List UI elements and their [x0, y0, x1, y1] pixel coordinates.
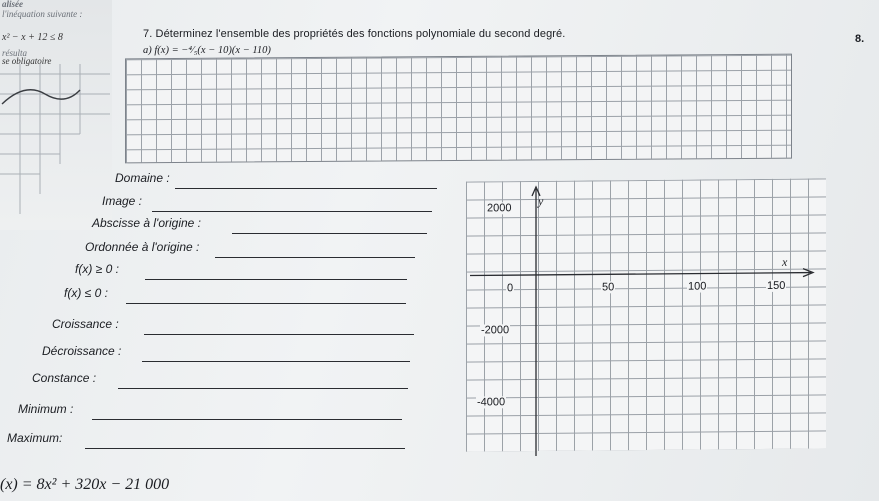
answer-line[interactable] [145, 279, 407, 280]
y-tick-label: -4000 [477, 396, 506, 409]
y-tick-label: 2000 [487, 202, 512, 215]
previous-page-text: l'inéquation suivante : [2, 9, 83, 19]
property-label: Ordonnée à l'origine : [85, 240, 200, 254]
x-tick-label: 50 [602, 281, 615, 294]
property-row [102, 194, 432, 212]
answer-line[interactable] [175, 188, 437, 189]
property-row [32, 371, 408, 389]
previous-page-text: alisée [2, 0, 23, 9]
answer-line[interactable] [144, 334, 414, 335]
property-row [75, 262, 407, 280]
x-tick-label: 0 [507, 282, 514, 295]
answer-line[interactable] [232, 233, 427, 234]
x-tick-label: 150 [767, 279, 786, 292]
property-label: Décroissance : [42, 344, 122, 358]
property-label: f(x) ≤ 0 : [64, 286, 108, 300]
property-label: Domaine : [115, 171, 170, 185]
next-question-formula: (x) = 8x² + 320x − 21 000 [0, 476, 170, 493]
previous-page-strip [0, 0, 112, 230]
property-row [42, 344, 410, 362]
property-label: Abscisse à l'origine : [92, 216, 202, 230]
y-axis-label: y [538, 193, 544, 208]
table-of-values-grid [125, 54, 792, 164]
answer-line[interactable] [142, 361, 410, 362]
property-label: Image : [102, 194, 143, 208]
answer-line[interactable] [152, 211, 432, 212]
answer-line[interactable] [215, 257, 415, 258]
property-row [18, 402, 402, 420]
answer-line[interactable] [118, 388, 408, 389]
property-row [115, 171, 437, 189]
answer-line[interactable] [92, 419, 402, 420]
previous-page-graph-sketch [0, 64, 110, 224]
x-axis-label: x [782, 254, 788, 269]
property-row [7, 431, 405, 449]
function-definition: a) f(x) = −⁴⁄₅(x − 10)(x − 110) [143, 45, 271, 56]
property-label: Constance : [32, 371, 97, 385]
x-axis [470, 273, 811, 276]
property-label: Minimum : [18, 402, 74, 416]
y-tick-label: -2000 [481, 324, 510, 337]
previous-page-text: résulta [2, 48, 28, 58]
property-label: Maximum: [7, 431, 63, 445]
property-row [85, 240, 415, 258]
property-row [64, 286, 406, 304]
coordinate-grid [466, 178, 826, 451]
property-label: f(x) ≥ 0 : [75, 262, 119, 276]
question-title: 7. Déterminez l'ensemble des propriétés des fonctions polynomiale du second degré. [143, 28, 566, 40]
answer-line[interactable] [126, 303, 406, 304]
previous-page-text: se obligatoire [2, 56, 52, 66]
answer-line[interactable] [85, 448, 405, 449]
property-row [92, 216, 427, 234]
property-label: Croissance : [52, 317, 119, 331]
axes [466, 178, 826, 451]
property-row [52, 317, 414, 335]
previous-page-expression: x² − x + 12 ≤ 8 [2, 32, 63, 43]
question-number: 8. [855, 33, 865, 45]
x-tick-label: 100 [688, 280, 707, 293]
